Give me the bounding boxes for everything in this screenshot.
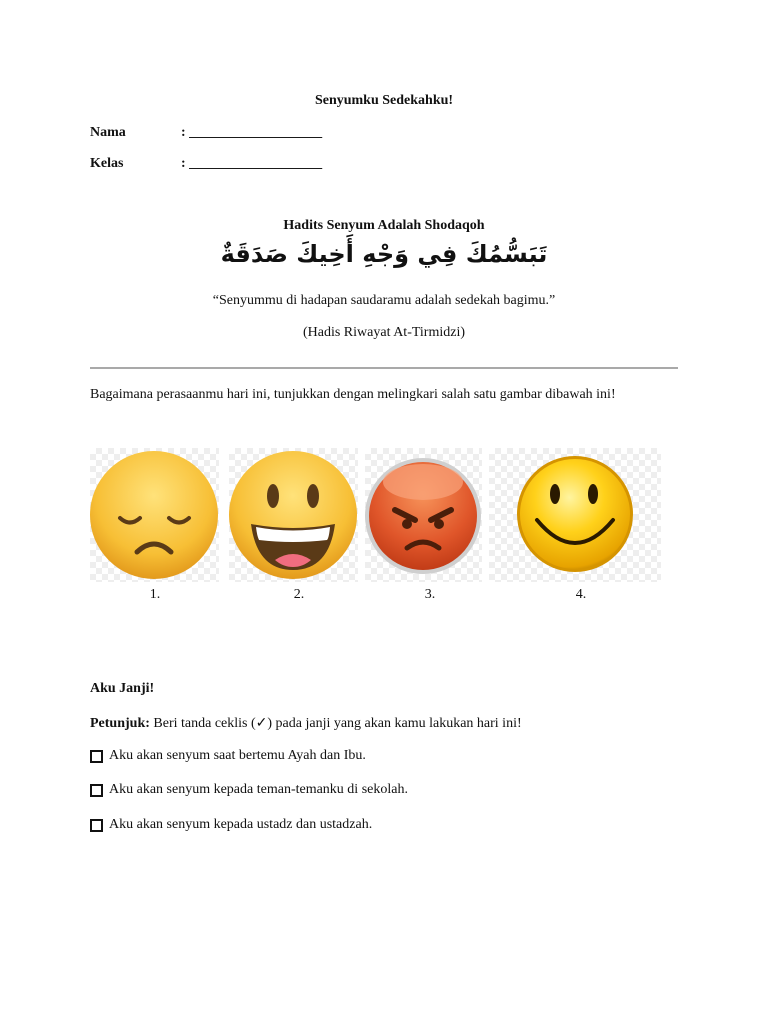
- checkbox[interactable]: [90, 819, 103, 832]
- name-label: Nama: [90, 125, 126, 140]
- promise-item-label: Aku akan senyum saat bertemu Ayah dan Ibu.: [109, 748, 366, 763]
- class-label: Kelas: [90, 156, 124, 171]
- hadith-translation: “Senyummu di hadapan saudaramu adalah sedekah bagimu.”: [212, 293, 556, 308]
- promise-item[interactable]: [90, 782, 408, 798]
- sad-face-icon[interactable]: [90, 448, 219, 582]
- checkbox[interactable]: [90, 784, 103, 797]
- promise-heading: Aku Janji!: [90, 681, 155, 696]
- hadith-arabic: تَبَسُّمُكَ فِي وَجْهِ أَخِيكَ صَدَقَةٌ: [220, 240, 548, 268]
- emoji-number-1: 1.: [149, 587, 161, 602]
- class-line[interactable]: : ___________________: [181, 156, 323, 171]
- divider: [90, 367, 678, 369]
- promise-item[interactable]: [90, 748, 366, 764]
- hadith-source: (Hadis Riwayat At-Tirmidzi): [302, 325, 466, 340]
- page-title: Senyumku Sedekahku!: [314, 93, 454, 108]
- hadith-heading: Hadits Senyum Adalah Shodaqoh: [283, 218, 485, 233]
- instruction-label: Petunjuk:: [90, 716, 150, 731]
- promise-item-label: Aku akan senyum kepada teman-temanku di sekolah.: [109, 782, 408, 797]
- name-line[interactable]: : ___________________: [181, 125, 323, 140]
- angry-face-icon[interactable]: [365, 448, 482, 582]
- promise-item[interactable]: [90, 817, 372, 833]
- question-text: Bagaimana perasaanmu hari ini, tunjukkan dengan melingkari salah satu gambar dibawah ini!: [90, 387, 616, 402]
- emoji-number-2: 2.: [293, 587, 305, 602]
- promise-item-label: Aku akan senyum kepada ustadz dan ustadzah.: [109, 817, 373, 832]
- emoji-number-4: 4.: [575, 587, 587, 602]
- smiley-face-icon[interactable]: [489, 448, 661, 582]
- checkbox[interactable]: [90, 750, 103, 763]
- emoji-number-3: 3.: [424, 587, 436, 602]
- instruction-text: Beri tanda ceklis (✓) pada janji yang akan kamu lakukan hari ini!: [149, 716, 522, 731]
- promise-instruction: [90, 715, 522, 732]
- grinning-face-icon[interactable]: [229, 448, 358, 582]
